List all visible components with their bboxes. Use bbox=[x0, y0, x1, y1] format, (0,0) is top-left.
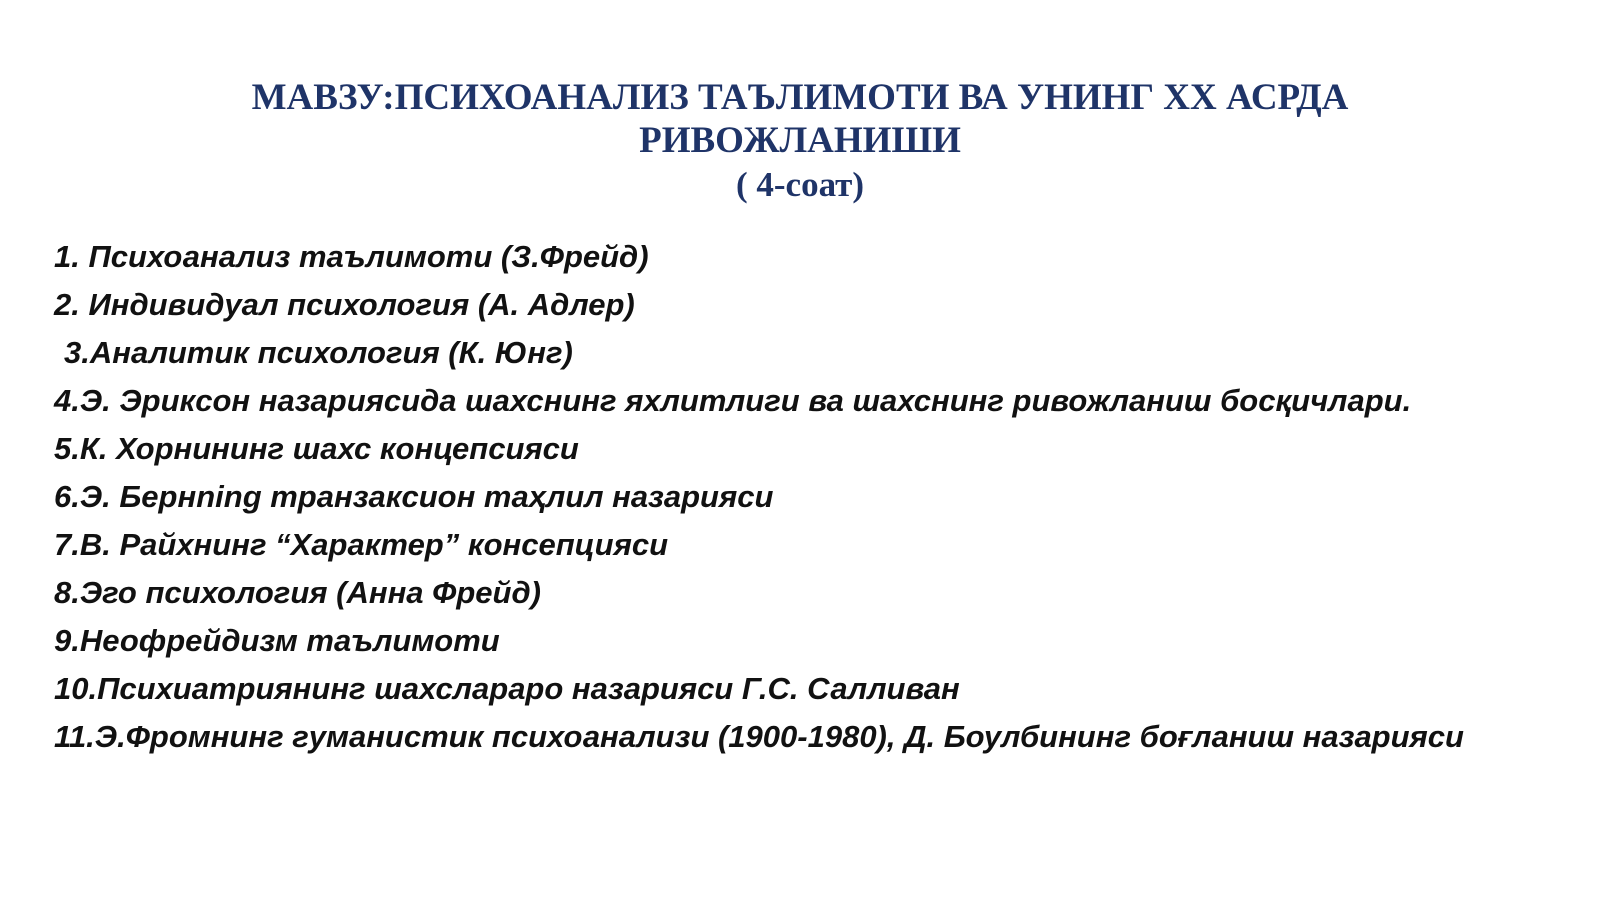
topic-item-4: 4.Э. Эриксон назариясида шахснинг яхлитлиги ва шахснинг ривожланиш босқичлари. bbox=[54, 383, 1412, 418]
title-line-1: МАВЗУ:ПСИХОАНАЛИЗ ТАЪЛИМОТИ ВА УНИНГ XX АСРДА bbox=[251, 77, 1349, 118]
topic-item-7: 7.В. Райхнинг “Характер” консепцияси bbox=[54, 527, 669, 562]
topic-item-2: 2. Индивидуал психология (А. Адлер) bbox=[54, 287, 635, 322]
topic-item-10: 10.Психиатриянинг шахслараро назарияси Г.С. Салливан bbox=[54, 671, 960, 706]
topic-item-8: 8.Эго психология (Анна Фрейд) bbox=[54, 575, 541, 610]
topic-item-11: 11.Э.Фромнинг гуманистик психоанализи (1900-1980), Д. Боулбининг боғланиш назарияси bbox=[54, 719, 1464, 754]
topic-item-5: 5.К. Хорнининг шахс концепсияси bbox=[54, 431, 579, 466]
slide-title bbox=[0, 76, 1600, 208]
title-line-2: РИВОЖЛАНИШИ bbox=[639, 120, 961, 161]
topic-list bbox=[54, 240, 1560, 768]
title-hours: ( 4-соат) bbox=[735, 165, 865, 204]
topic-item-9: 9.Неофрейдизм таълимоти bbox=[54, 623, 500, 658]
topic-item-1: 1. Психоанализ таълимоти (З.Фрейд) bbox=[54, 239, 649, 274]
topic-item-3: 3.Аналитик психология (К. Юнг) bbox=[64, 335, 573, 370]
topic-item-6: 6.Э. Бернning транзаксион таҳлил назарияси bbox=[54, 479, 774, 514]
